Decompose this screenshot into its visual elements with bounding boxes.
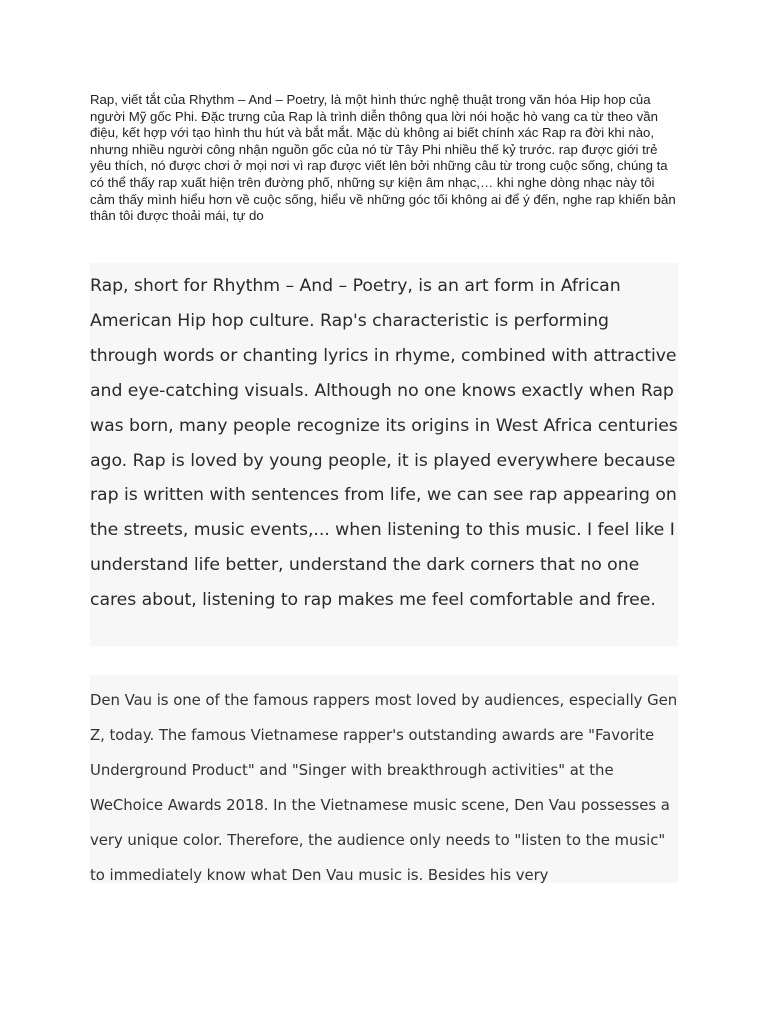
english-translation-block bbox=[90, 263, 678, 646]
den-vau-paragraph: Den Vau is one of the famous rappers most loved by audiences, especially Gen Z, today. The famous Vietnamese rapper's outstanding awards are "Favorite Underground Product" and "Singer with breakthrough activities" at the WeChoice Awards 2018. In the Vietnamese music scene, Den Vau possesses a very unique color. Therefore, the audience only needs to "listen to the music" to immediately know what Den Vau music is. Besides his very bbox=[90, 691, 678, 883]
vietnamese-paragraph: Rap, viết tắt của Rhythm – And – Poetry, là một hình thức nghệ thuật trong văn hóa Hip hop của người Mỹ gốc Phi. Đặc trưng của Rap là trình diễn thông qua lời nói hoặc hò vang ca từ theo vần điệu, kết hợp với tạo hình thu hút và bắt mắt. Mặc dù không ai biết chính xác Rap ra đời khi nào, nhưng nhiều người công nhận nguồn gốc của nó từ Tây Phi nhiều thế kỷ trước. rap được giới trẻ yêu thích, nó được chơi ở mọi nơi vì rap được viết lên bởi những câu từ trong cuộc sống, chúng ta có thể thấy rap xuất hiện trên đường phố, những sự kiện âm nhạc,… khi nghe dòng nhạc này tôi cảm thấy mình hiểu hơn về cuộc sống, hiểu về những góc tối không ai để ý đến, nghe rap khiến bản thân tôi được thoải mái, tự do bbox=[90, 92, 676, 224]
den-vau-block bbox=[90, 675, 678, 883]
english-paragraph: Rap, short for Rhythm – And – Poetry, is an art form in African American Hip hop culture. Rap's characteristic is performing through words or chanting lyrics in rhyme, combined with attractive and eye-catching visuals. Although no one knows exactly when Rap was born, many people recognize its origins in West Africa centuries ago. Rap is loved by young people, it is played everywhere because rap is written with sentences from life, we can see rap appearing on the streets, music events,... when listening to this music. I feel like I understand life better, understand the dark corners that no one cares about, listening to rap makes me feel comfortable and free. bbox=[90, 276, 678, 611]
